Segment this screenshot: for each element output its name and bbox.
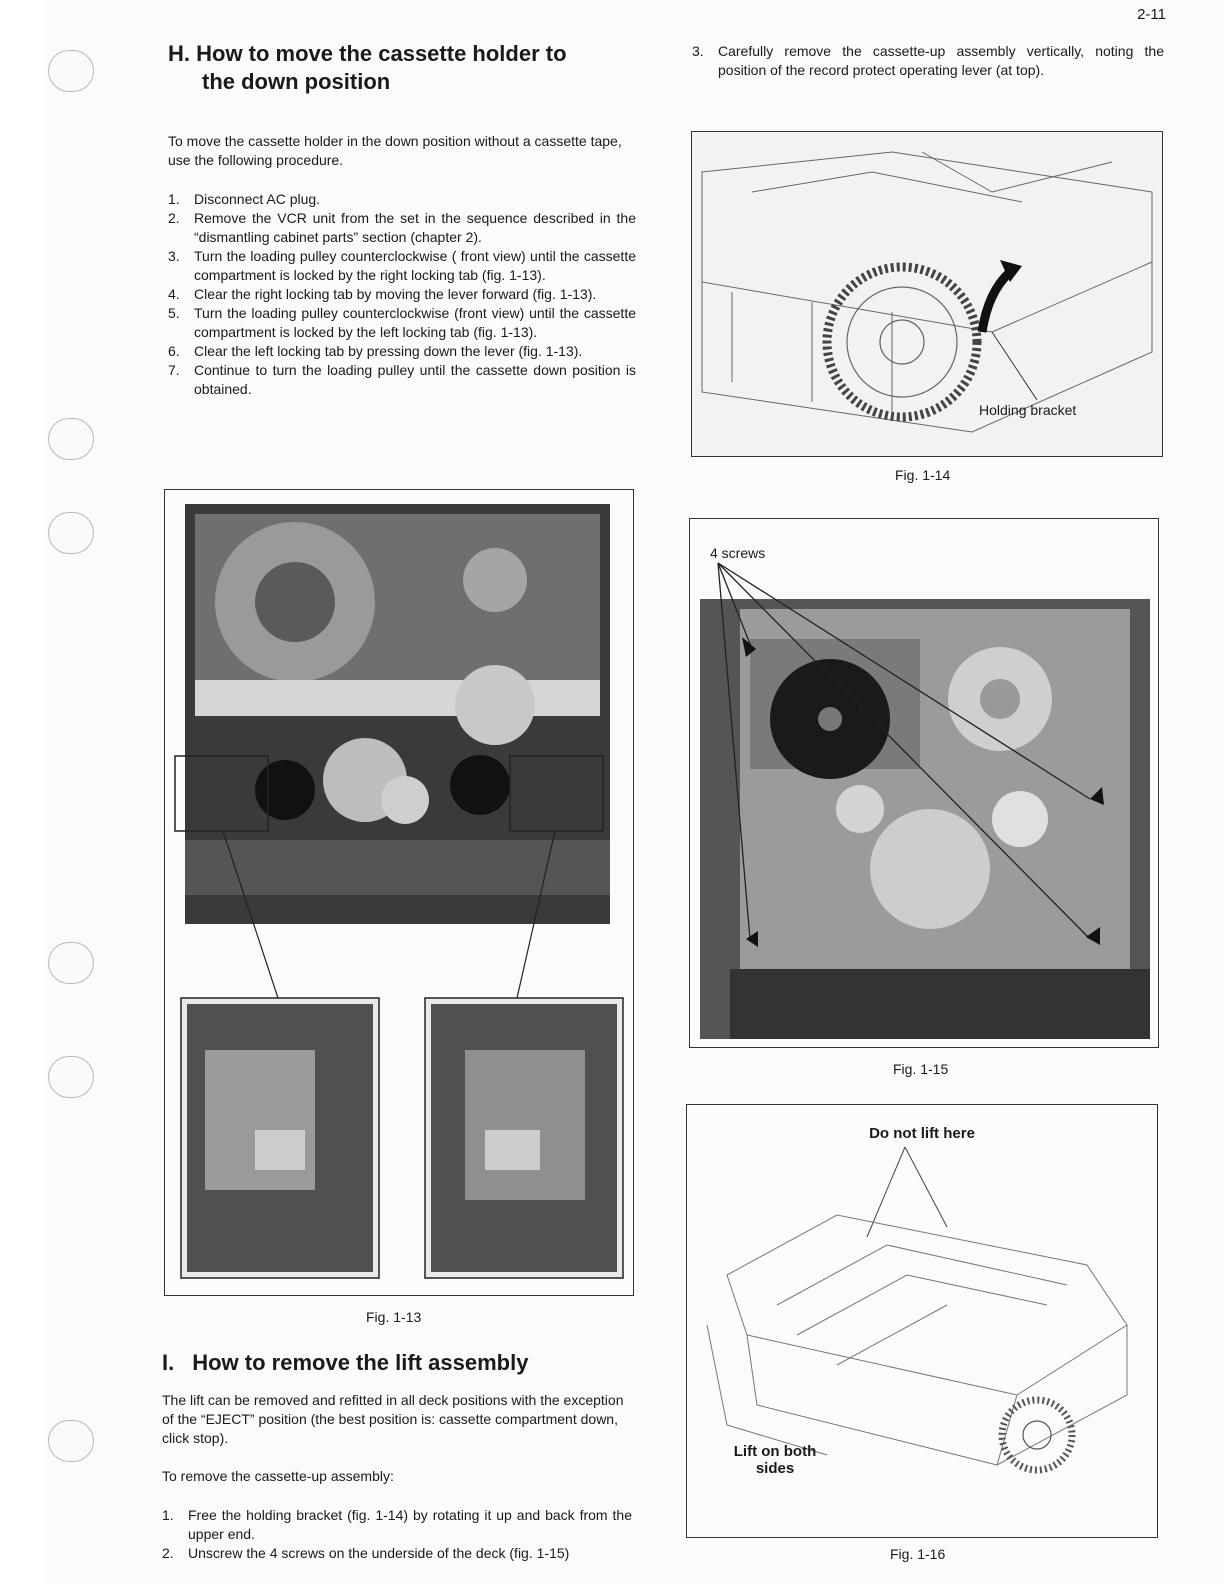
page-number: 2-11 <box>1137 6 1166 23</box>
figure-1-15 <box>689 518 1159 1048</box>
section-i-lead: To remove the cassette-up assembly: <box>162 1468 394 1484</box>
binder-hole <box>48 418 94 460</box>
deck-underside-photo <box>690 519 1158 1047</box>
step-item <box>168 190 636 209</box>
step-text: Clear the left locking tab by pressing down the lever (fig. 1-13). <box>194 343 583 359</box>
binder-hole <box>48 512 94 554</box>
binder-hole <box>48 1056 94 1098</box>
figure-1-16 <box>686 1104 1158 1538</box>
step-text: Disconnect AC plug. <box>194 191 321 207</box>
binder-hole <box>48 50 94 92</box>
step-text: Turn the loading pulley counterclockwise (front view) until the cassette compartment is locked by the left locking tab (fig. 1-13). <box>194 305 636 340</box>
figure-1-14 <box>691 131 1163 457</box>
step-number: 5. <box>168 305 180 321</box>
step-text: Continue to turn the loading pulley until the cassette down position is obtained. <box>194 362 636 397</box>
vcr-deck-photo <box>165 490 633 1295</box>
four-screws-label: 4 screws <box>710 545 766 561</box>
step-text: Clear the right locking tab by moving the lever forward (fig. 1-13). <box>194 286 597 302</box>
do-not-lift-label: Do not lift here <box>869 1125 975 1142</box>
step-number: 3. <box>168 248 180 264</box>
binder-hole <box>48 1420 94 1462</box>
section-i-steps <box>162 1506 632 1563</box>
step-number: 1. <box>168 191 180 207</box>
figure-1-14-caption: Fig. 1-14 <box>895 467 951 483</box>
step-number: 6. <box>168 343 180 359</box>
step-item <box>168 304 636 342</box>
right-step-3-num: 3. <box>692 43 704 59</box>
step-item <box>168 247 636 285</box>
section-i-title: I. How to remove the lift assembly <box>162 1350 529 1375</box>
step-text: Unscrew the 4 screws on the underside of the deck (fig. 1-15) <box>188 1545 570 1561</box>
step-item <box>162 1544 632 1563</box>
step-item <box>168 342 636 361</box>
figure-1-15-caption: Fig. 1-15 <box>893 1061 949 1077</box>
section-h-title: H. How to move the cassette holder to the down position <box>168 41 567 94</box>
step-number: 4. <box>168 286 180 302</box>
section-h-steps <box>168 190 636 399</box>
step-text: Free the holding bracket (fig. 1-14) by rotating it up and back from the upper end. <box>188 1507 632 1542</box>
step-number: 7. <box>168 362 180 378</box>
lift-on-both-sides-label: Lift on both sides <box>733 1443 817 1477</box>
step-text: Remove the VCR unit from the set in the sequence described in the “dismantling cabinet parts” section (chapter 2). <box>194 210 636 245</box>
step-number: 2. <box>162 1545 174 1561</box>
holding-bracket-drawing <box>692 132 1162 456</box>
figure-1-13 <box>164 489 634 1296</box>
step-item <box>168 285 636 304</box>
section-h-intro: To move the cassette holder in the down position without a cassette tape, use the following procedure. <box>168 133 622 168</box>
right-step-3 <box>692 42 1164 80</box>
step-item <box>168 209 636 247</box>
document-page <box>44 0 1224 1584</box>
step-item <box>168 361 636 399</box>
step-number: 1. <box>162 1507 174 1523</box>
step-text: Turn the loading pulley counterclockwise ( front view) until the cassette compartment is locked by the right locking tab (fig. 1-13). <box>194 248 636 283</box>
figure-1-13-caption: Fig. 1-13 <box>366 1309 422 1325</box>
holding-bracket-label: Holding bracket <box>979 402 1077 418</box>
step-number: 2. <box>168 210 180 226</box>
binder-hole <box>48 942 94 984</box>
figure-1-16-caption: Fig. 1-16 <box>890 1546 946 1562</box>
right-step-3-text: Carefully remove the cassette-up assembly vertically, noting the position of the record protect operating lever (at top). <box>718 43 1164 78</box>
step-item <box>162 1506 632 1544</box>
section-i-intro: The lift can be removed and refitted in all deck positions with the exception of the “EJECT” position (the best position is: cassette compartment down, click stop). <box>162 1392 624 1446</box>
